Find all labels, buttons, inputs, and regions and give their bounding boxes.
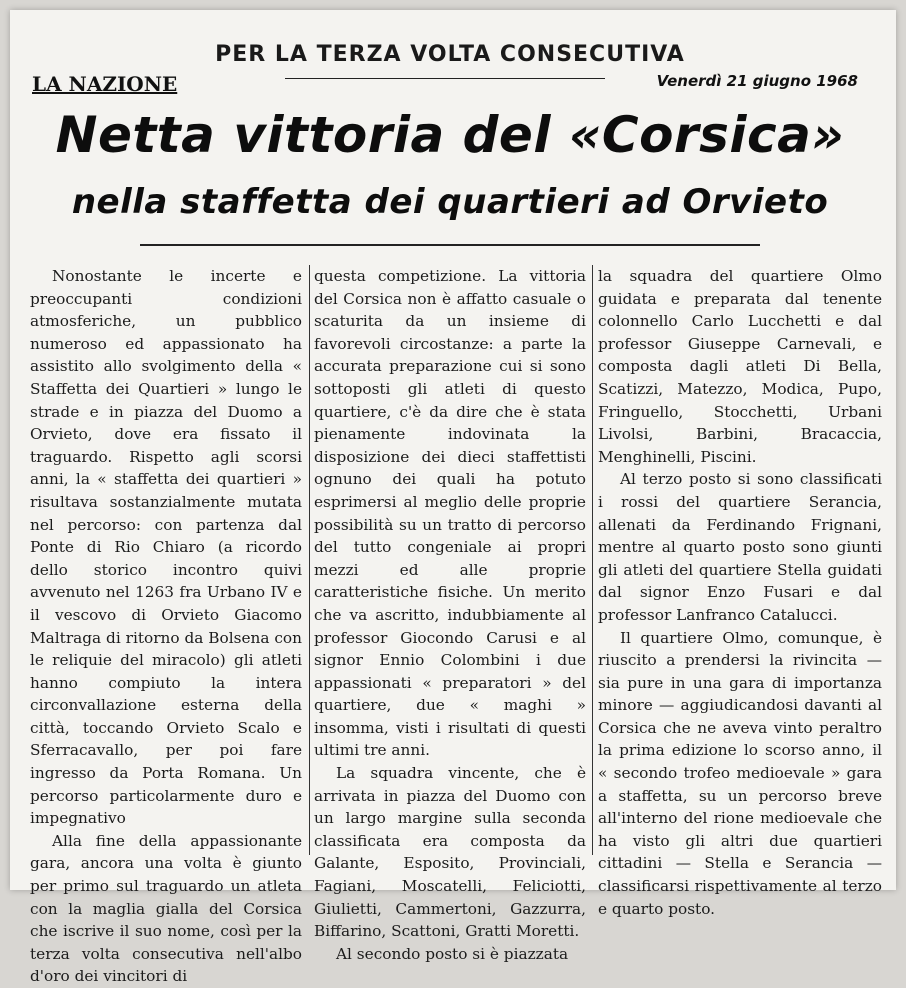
- column-3: [598, 265, 882, 918]
- paragraph: Al secondo posto si è piazzata: [336, 944, 569, 963]
- paragraph: Nonostante le incerte e preoccupanti condizioni atmosferiche, un pubblico numeroso ed appassionato ha assistito allo svolgimento della « Staffetta dei Quartieri » lungo le strade e in piazza del Duomo a Orvieto, dove era fissato il traguardo. Rispetto agli scorsi anni, la « staffetta dei quartieri » risultava sostanzialmente mutata nel percorso: con partenza dal Ponte di Rio Chiaro (a ricordo dello storico incontro quivi avvenuto nel 1263 fra Urbano IV e il vescovo di Orvieto Giacomo Maltraga di ritorno da Bolsena con le reliquie del miracolo) gli atleti hanno compiuto la intera circonvallazione esterna della città, toccando Orvieto Scalo e Sferracavallo, per poi fare ingresso da Porta Romana. Un percorso particolarmente duro e impegnativo: [30, 267, 302, 828]
- masthead-row: [30, 72, 860, 100]
- column-1: [30, 265, 302, 986]
- headline-rule: [140, 244, 760, 246]
- headline: Netta vittoria del «Corsica»: [55, 106, 845, 164]
- article-body: [30, 265, 882, 986]
- kicker-line: PER LA TERZA VOLTA CONSECUTIVA: [215, 42, 685, 67]
- subheadline: nella staffetta dei quartieri ad Orvieto: [71, 182, 829, 222]
- paragraph: la squadra del quartiere Olmo guidata e preparata dal tenente colonnello Carlo Lucchetti e dal professor Giuseppe Carnevali, e composta dagli atleti Di Bella, Scatizzi, Matezzo, Modica, Pupo, Fringuello, Stocchetti, Urbani Livolsi, Barbini, Bracaccia, Menghinelli, Piscini.: [598, 267, 882, 466]
- column-divider: [309, 265, 310, 855]
- dateline: Venerdì 21 giugno 1968: [656, 72, 858, 90]
- masthead-rule: [285, 78, 605, 79]
- masthead: LA NAZIONE: [32, 72, 178, 96]
- paragraph: Al terzo posto si sono classificati i rossi del quartiere Serancia, allenati da Ferdinando Frignani, mentre al quarto posto sono giunti gli atleti del quartiere Stella guidati dal signor Enzo Fusari e dal professor Lanfranco Catalucci.: [598, 470, 882, 624]
- paragraph: questa competizione. La vittoria del Corsica non è affatto casuale o scaturita da un insieme di favorevoli circostanze: a parte la accurata preparazione cui si sono sottoposti gli atleti di questo quartiere, c'è da dire che è stata pienamente indovinata la disposizione dei dieci staffettisti ognuno dei quali ha potuto esprimersi al meglio delle proprie possibilità su un tratto di percorso del tutto congeniale ai propri mezzi ed alle proprie caratteristiche fisiche. Un merito che va ascritto, indubbiamente al professor Giocondo Carusi e al signor Ennio Colombini i due appassionati « preparatori » del quartiere, due « maghi » insomma, visti i risultati di questi ultimi tre anni.: [314, 267, 586, 760]
- column-2: [314, 265, 586, 963]
- paragraph: Alla fine della appassionante gara, ancora una volta è giunto per primo sul traguardo un atleta con la maglia gialla del Corsica che iscrive il suo nome, così per la terza volta consecutiva nell'albo d'oro dei vincitori di: [30, 831, 302, 986]
- paragraph: Il quartiere Olmo, comunque, è riuscito a prendersi la rivincita — sia pure in una gara di importanza minore — aggiudicandosi davanti al Corsica che ne aveva vinto peraltro la prima edizione lo scorso anno, il « secondo trofeo medioevale » gara a staffetta, su un percorso breve all'interno del rione medioevale che ha visto gli altri due quartieri cittadini — Stella e Serancia — classificarsi rispettivamente al terzo e quarto posto.: [598, 628, 882, 918]
- paragraph: La squadra vincente, che è arrivata in piazza del Duomo con un largo margine sulla seconda classificata era composta da Galante, Esposito, Provinciali, Fagiani, Moscatelli, Feliciotti, Giulietti, Cammertoni, Gazzurra, Biffarino, Scattoni, Gratti Moretti.: [314, 764, 586, 941]
- column-divider: [592, 265, 593, 855]
